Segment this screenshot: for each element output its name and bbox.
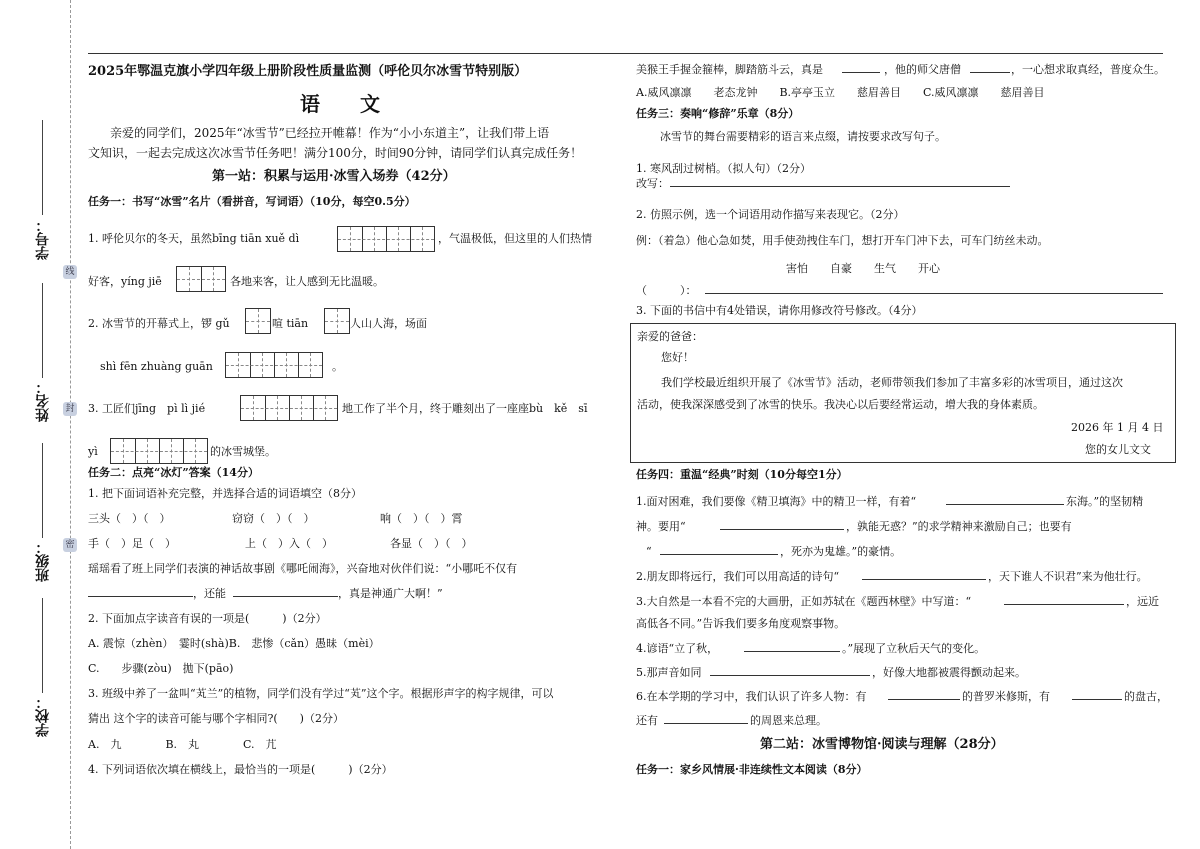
t4-q5-b: ，好像大地都被震得颤动起来。 [872, 666, 1026, 679]
story-blank2[interactable] [233, 585, 338, 597]
t4-q4-a: 4.谚语“立了秋， [636, 642, 719, 655]
letter-hello: 您好！ [661, 351, 694, 364]
t4-q1-blank2[interactable] [720, 518, 844, 530]
idiom-shouzu[interactable]: 手（ ）足（ ） [88, 537, 176, 550]
letter-date: 2026 年 1 月 4 日 [1071, 421, 1164, 434]
seal-secret-mark: 密 [63, 538, 77, 552]
idiom-xiangxiao[interactable]: 响（ ）（ ）霄 [380, 512, 463, 525]
t4-q1-c: 神。要用“ [636, 520, 686, 533]
station2-title: 第二站：冰雪博物馆·阅读与理解（28分） [760, 737, 1004, 752]
rewrite-label: 改写： [636, 177, 669, 190]
tianzige-gu[interactable] [245, 308, 271, 334]
task2-title: 任务二：点亮“冰灯”答案（14分） [88, 466, 259, 479]
t4-q6-a: 6.在本学期的学习中，我们认识了许多人物：有 [636, 690, 867, 703]
task3-intro: 冰雪节的舞台需要精彩的语言来点缀，请按要求改写句子。 [660, 130, 946, 143]
cont-text-b: ，他的师父唐僧 [884, 63, 961, 76]
school-line [42, 598, 43, 693]
task2-q2-opt-c: C. 步骤(zòu) 拋下(pāo) [88, 662, 234, 675]
task2-q3-b: 猜出 这个字的读音可能与哪个字相同?( )（2分） [88, 712, 344, 725]
task3-word-choices: 害怕 自豪 生气 开心 [786, 262, 940, 275]
q2-text-c: 人山人海，场面 [350, 317, 427, 330]
letter-body2: 活动，使我深深感受到了冰雪的快乐。我决心以后要经常运动，增大我的身体素质。 [637, 398, 1044, 411]
t4-q6-b: 的普罗米修斯，有 [962, 690, 1050, 703]
task3-q2: 2. 仿照示例，选一个词语用动作描写来表现它。（2分） [636, 208, 905, 221]
binding-line [70, 0, 71, 849]
seal-line-mark: 线 [63, 265, 77, 279]
q3-text-b: 地工作了半个月，终于雕刻出了一座座bù kě sī [342, 402, 588, 415]
q3-text-c: yì [88, 445, 98, 458]
t4-q6-blank2[interactable] [1072, 688, 1122, 700]
idiom-shangru[interactable]: 上（ ）入（ ） [245, 537, 333, 550]
t4-q6-e: 的周恩来总理。 [750, 714, 827, 727]
t4-q3-b: ，远近 [1126, 595, 1159, 608]
q3-text-d: 的冰雪城堡。 [210, 445, 276, 458]
t4-q1-f: ，死亦为鬼雄。”的豪情。 [780, 545, 902, 558]
task2-q2: 2. 下面加点字读音有误的一项是( )（2分） [88, 612, 327, 625]
cont-blank2[interactable] [970, 61, 1010, 73]
t4-q4-b: 。”展现了立秋后天气的变化。 [842, 642, 986, 655]
task4-title: 任务四：重温“经典”时刻（10分每空1分） [636, 468, 848, 481]
idiom-gexian[interactable]: 各显（ ）（ ） [390, 537, 473, 550]
q2-text-b: 喧 tiān [272, 317, 309, 330]
intro-line1: 亲爱的同学们，2025年“冰雪节”已经拉开帷幕！作为“小小东道主”，让我们带上语 [110, 126, 550, 140]
name-label: 姓名： [35, 380, 51, 422]
student-id-label: 学号： [35, 218, 51, 260]
exam-title: 2025年鄂温克旗小学四年级上册阶段性质量监测（呼伦贝尔冰雪节特别版） [88, 64, 528, 79]
letter-greeting: 亲爱的爸爸： [637, 330, 703, 343]
story-blank1[interactable] [88, 585, 193, 597]
t4-q1-d: ，孰能无惑？”的求学精神来激励自己；也要有 [846, 520, 1072, 533]
q1-text-d: 各地来客，让人感到无比温暖。 [230, 275, 384, 288]
q1-text-a: 1. 呼伦贝尔的冬天，虽然bīng tiān xuě dì [88, 232, 300, 245]
task3-q1: 1. 寒风刮过树梢。（拟人句）（2分） [636, 162, 811, 175]
tianzige-jingpilijie[interactable] [240, 395, 338, 421]
q2-text-e: 。 [332, 360, 343, 373]
task1-title: 任务一：书写“冰雪”名片（看拼音，写词语）（10分，每空0.5分） [88, 195, 416, 208]
letter-body1: 我们学校最近组织开展了《冰雪节》活动，老师带领我们参加了丰富多彩的冰雪项目，通过这次 [661, 376, 1123, 389]
tianzige-bingtianxuedi[interactable] [337, 226, 435, 252]
t4-q1-blank3[interactable] [660, 543, 778, 555]
q1-text-b: ，气温极低，但这里的人们热情 [438, 232, 592, 245]
t4-q1-blank1[interactable] [946, 493, 1064, 505]
task2-q4: 4. 下列词语依次填在横线上，最恰当的一项是( )（2分） [88, 763, 393, 776]
letter-box [630, 323, 1176, 463]
task3-example: 例：（着急）他心急如焚，用手使劲拽住车门，想打开车门冲下去，可车门纺丝未动。 [636, 234, 1049, 247]
q3-text-a: 3. 工匠们jīng pì lì jié [88, 402, 206, 415]
intro-line2: 文知识，一起去完成这次冰雪节任务吧！满分100分，时间90分钟，请同学们认真完成任务！ [88, 146, 583, 160]
task2-q3-opts: A. 九 B. 丸 C. 芁 [88, 738, 277, 751]
t4-q6-blank3[interactable] [664, 712, 748, 724]
q1-text-c: 好客，yíng jiē [88, 275, 162, 288]
t4-q2-blank[interactable] [862, 568, 986, 580]
station1-title: 第一站：积累与运用·冰雪入场券（42分） [212, 169, 456, 184]
task3-paren: （ ）： [636, 284, 697, 297]
cont-options: A.威风凛凛 老态龙钟 B.亭亭玉立 慈眉善目 C.威风凛凛 慈眉善目 [636, 86, 1045, 99]
task3-q3: 3. 下面的书信中有4处错误，请你用修改符号修改。（4分） [636, 304, 923, 317]
rewrite-blank[interactable] [670, 175, 1010, 187]
tianzige-bukesiyi[interactable] [110, 438, 208, 464]
name-line [42, 283, 43, 378]
class-line [42, 443, 43, 538]
task2-q3-a: 3. 班级中养了一盆叫“芄兰”的植物，同学们没有学过“芄”这个字。根据形声字的构字规律，可以 [88, 687, 554, 700]
subject-title: 语 文 [300, 92, 380, 116]
t4-q5-blank[interactable] [710, 664, 870, 676]
q2-text-a: 2. 冰雪节的开幕式上，锣 gǔ [88, 317, 230, 330]
t4-q3-blank[interactable] [1004, 593, 1124, 605]
cont-blank1[interactable] [842, 61, 880, 73]
t4-q1-a: 1.面对困难，我们要像《精卫填海》中的精卫一样，有着“ [636, 495, 917, 508]
cont-text-c: ，一心想求取真经，普度众生。 [1011, 63, 1165, 76]
t4-q6-d: 还有 [636, 714, 658, 727]
t4-q4-blank[interactable] [744, 640, 840, 652]
tianzige-yingjie[interactable] [176, 266, 226, 292]
idiom-santou[interactable]: 三头（ ）（ ） [88, 512, 171, 525]
task2-q1: 1. 把下面词语补充完整，并选择合适的词语填空（8分） [88, 487, 362, 500]
tianzige-tian[interactable] [324, 308, 350, 334]
story-line2-b: ，真是神通广大啊！” [338, 587, 443, 600]
story-line2-a: ，还能 [193, 587, 226, 600]
school-label: 学校： [35, 695, 51, 737]
class-label: 班级： [35, 540, 51, 582]
t4-q6-blank1[interactable] [888, 688, 960, 700]
t4-q6-c: 的盘古， [1124, 690, 1168, 703]
idiom-qieqie[interactable]: 窃窃（ ）（ ） [232, 512, 315, 525]
seal-seal-mark: 封 [63, 402, 77, 416]
t4-q3-c: 高低各不同。”告诉我们要多角度观察事物。 [636, 617, 846, 630]
cont-text-a: 美猴王手握金箍棒，脚踏筋斗云，真是 [636, 63, 823, 76]
task2-q2-opts-ab: A. 震惊（zhèn） 霎时(shà)B. 悲惨（cǎn）愚昧（mèi） [88, 637, 380, 650]
task3-title: 任务三：奏响“修辞”乐章（8分） [636, 107, 800, 120]
top-rule [88, 53, 1163, 54]
action-blank[interactable] [705, 282, 1163, 294]
t4-q3-a: 3.大自然是一本看不完的大画册，正如苏轼在《题西林壁》中写道：“ [636, 595, 972, 608]
t4-q1-b: 东海。”的坚韧精 [1066, 495, 1144, 508]
t4-q2-a: 2.朋友即将远行，我们可以用高适的诗句“ [636, 570, 840, 583]
t4-q5-a: 5.那声音如同 [636, 666, 702, 679]
student-id-line [42, 120, 43, 215]
t4-q2-b: ，天下谁人不识君”来为他壮行。 [988, 570, 1148, 583]
tianzige-shifenzhuangguan[interactable] [225, 352, 323, 378]
t4-q1-e: “ [646, 545, 652, 558]
station2-task1: 任务一：家乡风情展·非连续性文本阅读（8分） [636, 763, 868, 776]
story-line1: 瑶瑶看了班上同学们表演的神话故事剧《哪吒闹海》，兴奋地对伙伴们说：“小哪吒不仅有 [88, 562, 518, 575]
letter-signature: 您的女儿文文 [1085, 443, 1151, 456]
q2-text-d: shì fēn zhuàng guān [100, 360, 213, 373]
